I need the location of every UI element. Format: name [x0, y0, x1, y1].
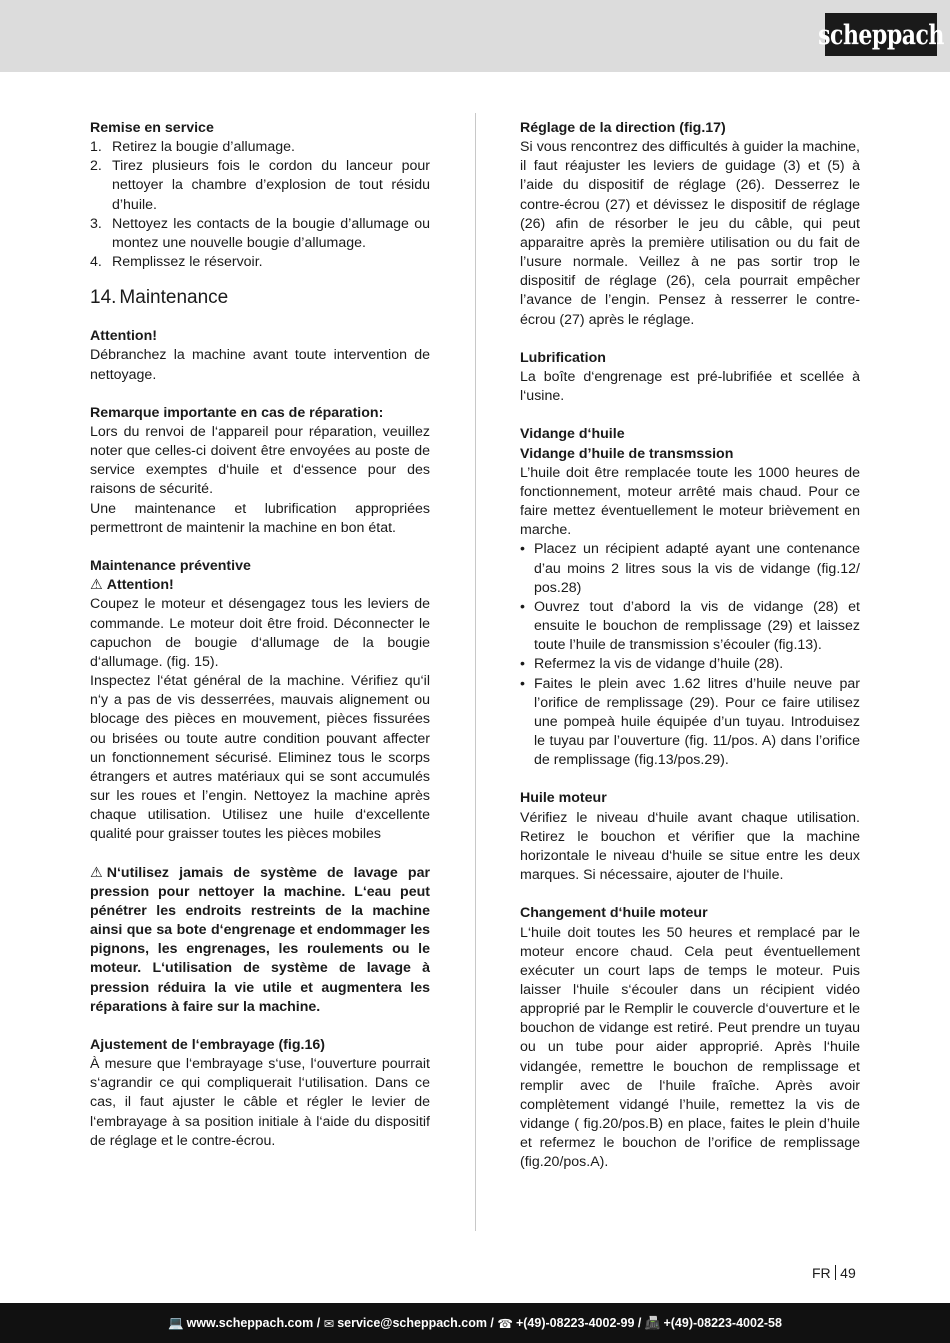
- footer-phone: +(49)-08223-4002-99 /: [515, 1316, 642, 1330]
- preventive-attention: ⚠ Attention!: [90, 576, 430, 595]
- fax-icon: 📠: [644, 1315, 661, 1330]
- changement-heading: Changement d‘huile moteur: [520, 905, 708, 922]
- page-number: FR 49: [812, 1265, 856, 1281]
- header-bar: [0, 0, 950, 72]
- column-divider: [475, 113, 476, 1231]
- remise-steps: [90, 138, 430, 272]
- vidange-heading: Vidange d‘huile: [520, 426, 625, 443]
- changement-text: L‘huile doit toutes les 50 heures et remplacé par le moteur encore chaud. Cela peut éventuellement exécuter un court laps de temps le moteur. Puis laisser l‘huile s‘écouler dans un récipient vidéo approprié par le Remplir le couvercle d‘ouverture et le bouchon de vidange est retiré. Peut prendre un tuyau ou un tube pour aider approprié. Après l‘huile vidangée, remettre le bouchon de remplissage et remplir avec de l‘huile fraîche. Après avoir complètement vidangé l’huile, remettez la vis de vidange ( fig.20/pos.B) en place, faites le plein d’huile et refermez le bouchon de l’orifice de remplissage (fig.20/pos.A).: [520, 924, 860, 1171]
- remise-heading: Remise en service: [90, 120, 214, 136]
- remarque-text-2: Une maintenance et lubrification appropriées permettront de maintenir la machine en bon état.: [90, 500, 430, 536]
- right-column: [520, 119, 860, 1173]
- section-heading: 14. Maintenance: [90, 287, 229, 309]
- footer-web[interactable]: www.scheppach.com /: [186, 1316, 321, 1330]
- vidange-text: L’huile doit être remplacée toute les 1000 heures de fonctionnement, moteur arrêté mais chaud. Pour ce faire mettez éventuellement le moteur brièvement en marche.: [520, 464, 860, 539]
- list-item: 4. Remplissez le réservoir.: [90, 254, 263, 271]
- lubrification-heading: Lubrification: [520, 349, 606, 366]
- embrayage-text: À mesure que l‘embrayage s‘use, l‘ouverture pourrait s‘agrandir ce qui compliquerait l‘utilisation. Dans ce cas, il faut ajuster le câble et régler le levier de l‘embrayage à sa position initiale à l‘aide du dispositif de réglage et le contre-écrou.: [90, 1056, 430, 1149]
- list-item: • Faites le plein avec 1.62 litres d’huile neuve par l’orifice de remplissage (29). Pour ce faire utilisez une pompeà huile équipée d’un tuyau. Introduisez le tuyau par l’ouverture (fig. 11/pos. A) dans l’orifice de remplissage (fig.13/pos.29).: [520, 675, 860, 769]
- remarque-text: Lors du renvoi de l‘appareil pour réparation, veuillez noter que celles-ci doivent être envoyées au poste de service exemptes d‘huile et d‘essence pour des raisons de sécurité.: [90, 424, 430, 498]
- computer-icon: 💻: [168, 1315, 184, 1330]
- remarque-heading: Remarque importante en cas de réparation:: [90, 404, 384, 421]
- scheppach-logo: scheppach: [825, 13, 937, 56]
- huile-moteur-heading: Huile moteur: [520, 790, 607, 807]
- footer-email[interactable]: service@scheppach.com /: [337, 1316, 494, 1330]
- list-item: 2. Tirez plusieurs fois le cordon du lanceur pour nettoyer la chambre d’explosion de tout résidu d’huile.: [90, 158, 430, 213]
- direction-text: Si vous rencontrez des difficultés à guider la machine, il faut réajuster les leviers de guidage (3) et (5) à l’aide du dispositif de réglage (26). Desserrez le contre-écrou (27) et dévissez le dispositif de réglage (26) afin de résorber le jeu du câble, qui peut apparaitre après la première utilisation ou du fait de l’usure normale. Veillez à ne pas sortir trop le dispositif de réglage (26), cela pourrait empêcher l’avance de l’engin. Pensez à resserrer le contre-écrou (27) après le réglage.: [520, 139, 860, 328]
- preventive-text: Coupez le moteur et désengagez tous les leviers de commande. Le moteur doit être froid. Déconnecter le capuchon de bougie d‘allumage de la bougie d‘allumage. (fig. 15).: [90, 596, 430, 670]
- attention-text: Débranchez la machine avant toute intervention de nettoyage.: [90, 347, 430, 383]
- footer-bar: [0, 1303, 950, 1343]
- mail-icon: ✉: [323, 1316, 335, 1331]
- list-item: • Ouvrez tout d’abord la vis de vidange (28) et ensuite le bouchon de remplissage (29) et laissez toute l’huile de transmission s’écouler (fig.13).: [520, 598, 860, 654]
- preventive-heading: Maintenance préventive: [90, 558, 251, 575]
- phone-icon: ☎: [497, 1316, 513, 1331]
- vidange-steps: [520, 540, 860, 770]
- attention-heading: Attention!: [90, 328, 157, 345]
- huile-moteur-text: Vérifiez le niveau d‘huile avant chaque utilisation. Retirez le bouchon et vérifier que la machine horizontale le niveau d‘huile se situe entre les deux marques. Si nécessaire, ajouter de l‘huile.: [520, 809, 860, 884]
- preventive-text-2: Inspectez l‘état général de la machine. Vérifiez qu‘il n‘y a pas de vis desserrées, mauvais alignement ou blocage des pièces en mouvement, pièces fissurées ou brisées ou toute autre condition pouvant affecter un fonctionnement sécurisé. Eliminez tous le scorps étrangers et autres matériaux qui se sont accumulés sur les roues et l’engin. Nettoyez la machine après chaque utilisation. Utilisez une huile d‘excellente qualité pour graisser toutes les pièces mobiles: [90, 673, 430, 843]
- list-item: 1. Retirez la bougie d’allumage.: [90, 139, 295, 156]
- vidange-subheading: Vidange d’huile de transmssion: [520, 445, 734, 462]
- list-item: • Placez un récipient adapté ayant une contenance d’au moins 2 litres sous la vis de vidange (fig.12/ pos.28): [520, 541, 860, 596]
- warning-icon: ⚠: [90, 577, 103, 594]
- left-column: [90, 119, 430, 1151]
- lubrification-text: La boîte d‘engrenage est pré-lubrifiée et scellée à l‘usine.: [520, 369, 860, 405]
- pressure-warning: ⚠ N‘utilisez jamais de système de lavage par pression pour nettoyer la machine. L‘eau peut pénétrer les endroits restreints de la machine ainsi que sa bote d‘engrenage et endommager les pignons, les engrenages, les roulements ou le moteur. L‘utilisation de système de lavage à pression réduira la vie utile et augmentera les réparations à faire sur la machine.: [90, 864, 430, 1015]
- list-item: 3. Nettoyez les contacts de la bougie d’allumage ou montez une nouvelle bougie d’allumage.: [90, 215, 430, 251]
- embrayage-heading: Ajustement de l‘embrayage (fig.16): [90, 1036, 325, 1053]
- list-item: • Refermez la vis de vidange d’huile (28).: [520, 656, 784, 673]
- footer-fax: +(49)-08223-4002-58: [663, 1316, 782, 1330]
- direction-heading: Réglage de la direction (fig.17): [520, 120, 726, 136]
- warning-icon: ⚠: [90, 864, 103, 881]
